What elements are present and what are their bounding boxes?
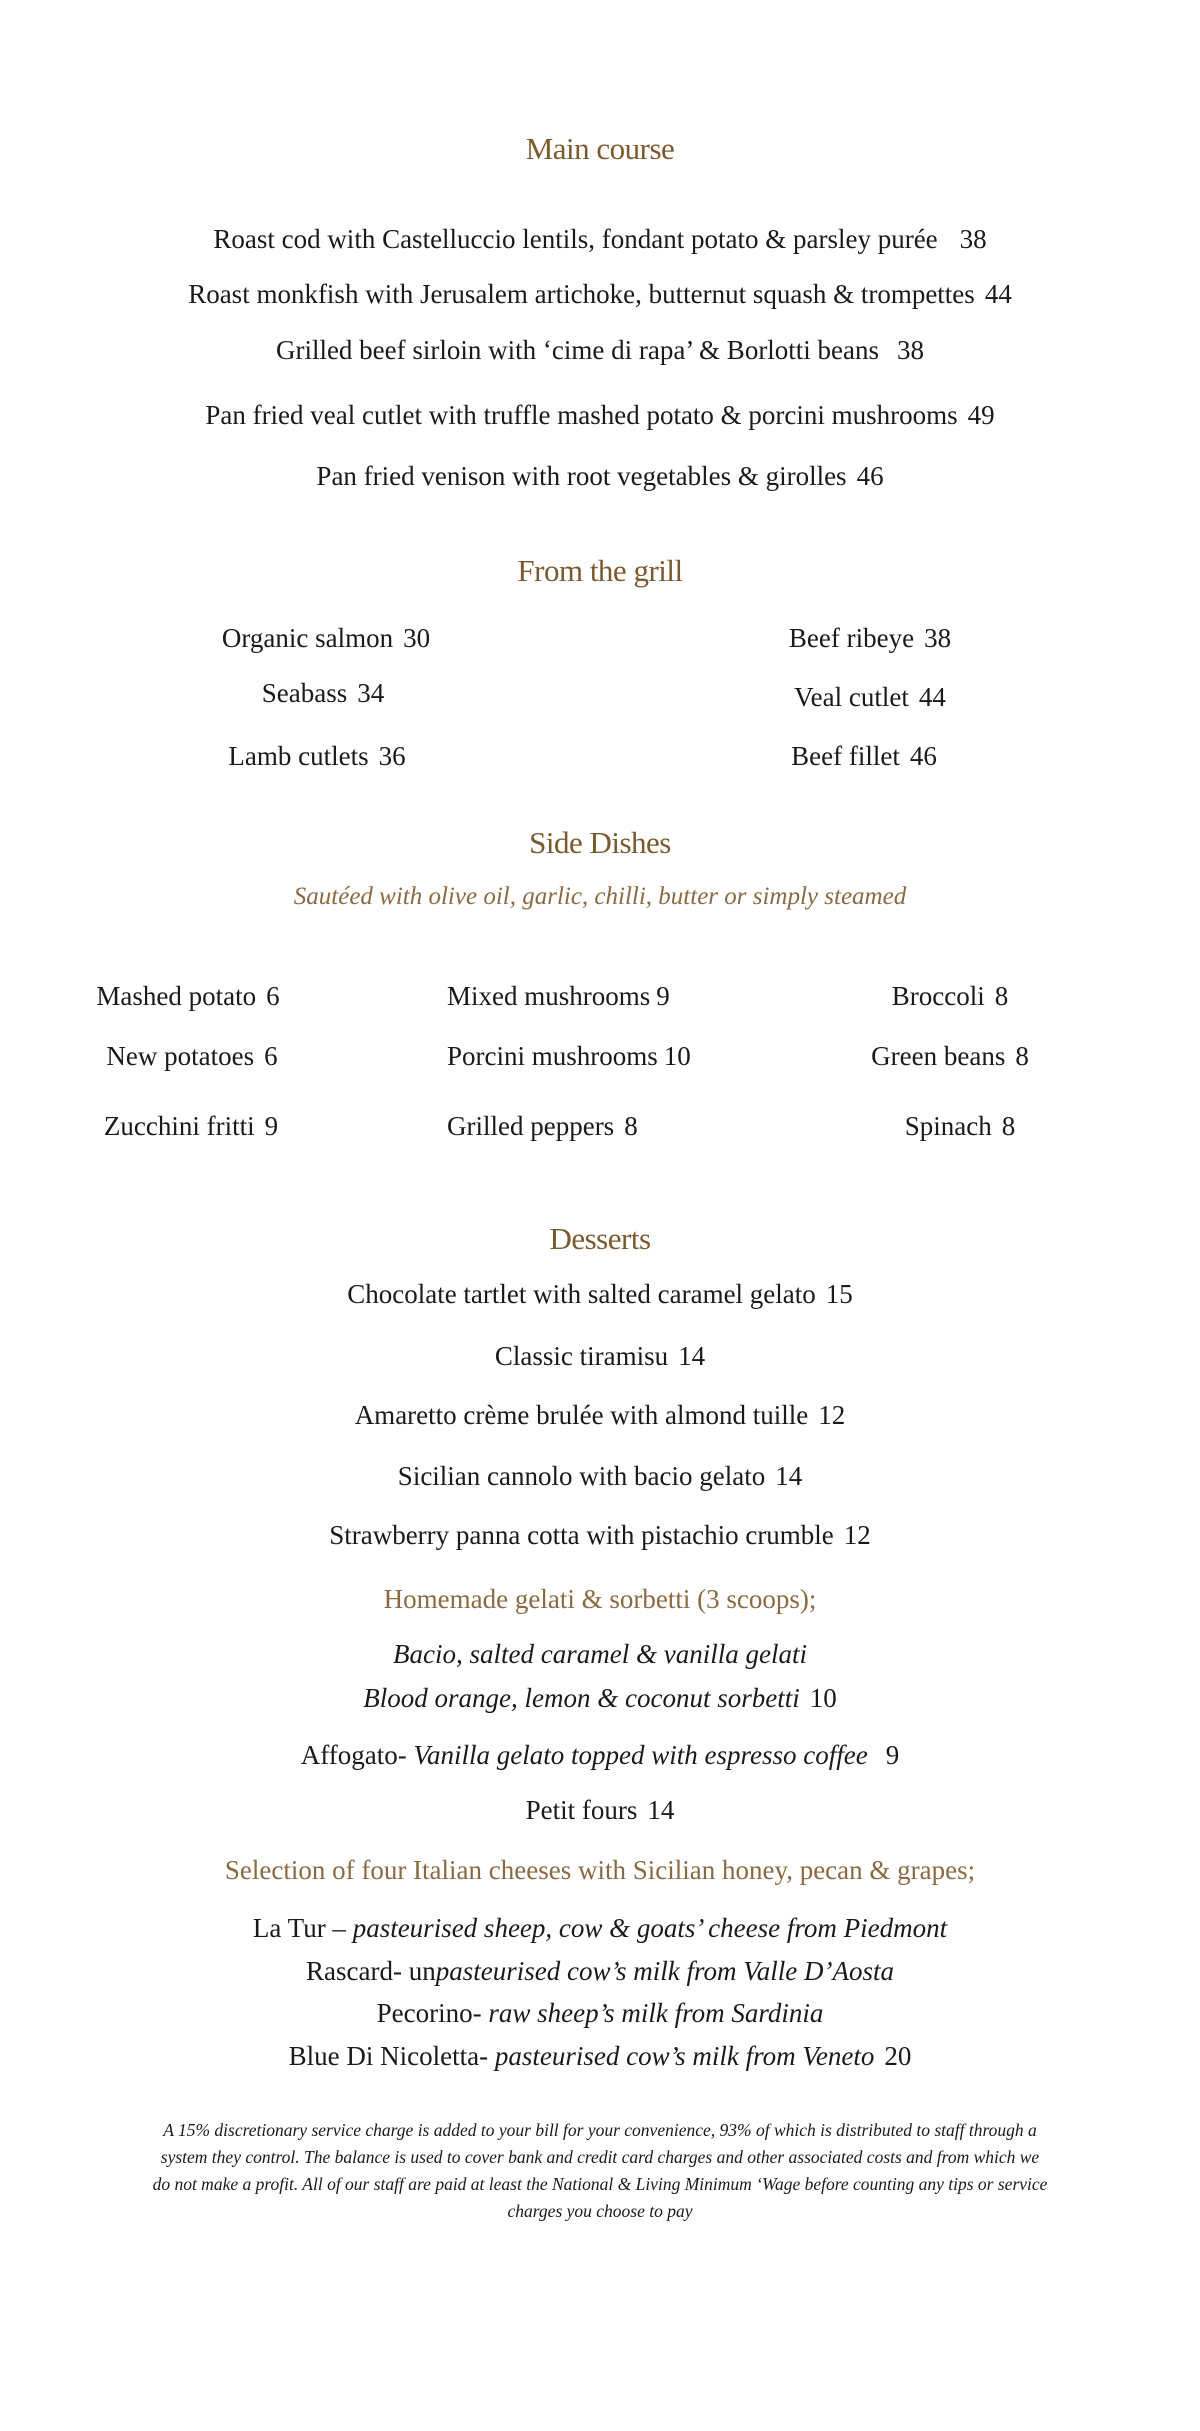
side-item: Mashed potato 6 <box>96 981 280 1011</box>
menu-item: Grilled beef sirloin with ‘cime di rapa’ & Borlotti beans 38 <box>275 335 925 365</box>
footer-line: system they control. The balance is used to cover bank and credit card charges and other associated costs and from which we <box>160 2147 1040 2167</box>
menu-item: Roast cod with Castelluccio lentils, fondant potato & parsley purée 38 <box>213 224 987 254</box>
side-dishes-heading: Side Dishes <box>529 825 671 860</box>
side-item: Spinach 8 <box>904 1111 1016 1141</box>
side-item: Green beans 8 <box>871 1041 1029 1071</box>
cheese-item: Blue Di Nicoletta- pasteurised cow’s milk from Veneto 20 <box>288 2041 912 2071</box>
footer-line: A 15% discretionary service charge is added to your bill for your convenience, 93% of which is distributed to staff through a <box>163 2120 1037 2140</box>
grill-item: Beef ribeye 38 <box>788 623 952 653</box>
grill-item: Veal cutlet 44 <box>794 682 946 712</box>
menu-item: Roast monkfish with Jerusalem artichoke, butternut squash & trompettes 44 <box>188 279 1012 309</box>
grill-item: Beef fillet 46 <box>791 741 937 771</box>
cheese-item: Pecorino- raw sheep’s milk from Sardinia <box>376 1998 824 2028</box>
service-charge-note <box>50 2117 1150 2225</box>
menu-item: Pan fried veal cutlet with truffle mashed potato & porcini mushrooms 49 <box>205 400 995 430</box>
menu-item: Pan fried venison with root vegetables & girolles 46 <box>316 461 884 491</box>
gelati-heading: Homemade gelati & sorbetti (3 scoops); <box>383 1584 817 1614</box>
side-item: Zucchini fritti 9 <box>103 1111 279 1141</box>
cheese-item: Rascard- unpasteurised cow’s milk from Valle D’Aosta <box>306 1956 894 1986</box>
side-item: Grilled peppers 8 <box>447 1111 638 1141</box>
cheese-item: La Tur – pasteurised sheep, cow & goats’ cheese from Piedmont <box>252 1913 948 1943</box>
side-dishes-subtitle: Sautéed with olive oil, garlic, chilli, butter or simply steamed <box>293 883 907 910</box>
desserts-heading: Desserts <box>549 1221 651 1256</box>
side-item: Broccoli 8 <box>891 981 1009 1011</box>
side-item: New potatoes 6 <box>106 1041 278 1071</box>
cheese-heading: Selection of four Italian cheeses with Sicilian honey, pecan & grapes; <box>224 1855 976 1885</box>
footer-line: do not make a profit. All of our staff are paid at least the National & Living Minimum ‘Wage before counting any tips or service <box>152 2174 1048 2194</box>
dessert-item: Classic tiramisu 14 <box>494 1341 706 1371</box>
side-item: Mixed mushrooms 9 <box>447 981 670 1011</box>
grill-item: Lamb cutlets 36 <box>228 741 406 771</box>
sorbetti-line: Blood orange, lemon & coconut sorbetti 10 <box>363 1683 837 1713</box>
dessert-item: Strawberry panna cotta with pistachio crumble 12 <box>329 1520 871 1550</box>
gelati-line: Bacio, salted caramel & vanilla gelati <box>393 1639 807 1669</box>
footer-line: charges you choose to pay <box>507 2201 693 2221</box>
dessert-item: Amaretto crème brulée with almond tuille 12 <box>354 1400 846 1430</box>
dessert-item: Chocolate tartlet with salted caramel gelato 15 <box>347 1279 853 1309</box>
side-item: Porcini mushrooms 10 <box>447 1041 691 1071</box>
grill-heading: From the grill <box>517 553 683 588</box>
affogato-item: Affogato- Vanilla gelato topped with espresso coffee 9 <box>300 1740 900 1770</box>
grill-item: Organic salmon 30 <box>221 623 431 653</box>
petit-fours-item: Petit fours 14 <box>525 1795 675 1825</box>
dessert-item: Sicilian cannolo with bacio gelato 14 <box>397 1461 803 1491</box>
grill-item: Seabass 34 <box>261 678 385 708</box>
main-course-heading: Main course <box>525 131 675 166</box>
